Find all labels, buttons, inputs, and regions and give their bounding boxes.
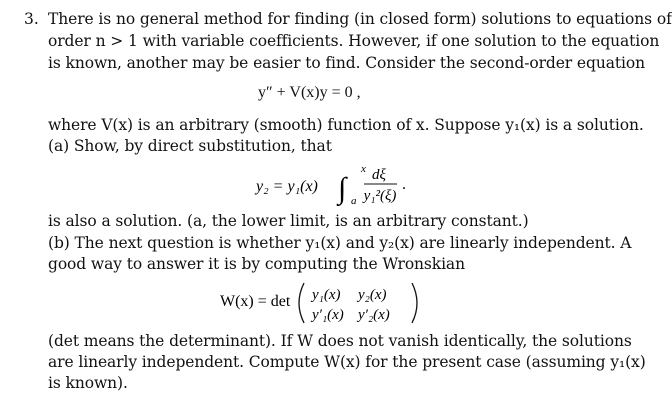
matrix-entry-22: y′₂(x) xyxy=(358,307,390,323)
fraction-denominator: y₁²(ξ) xyxy=(363,188,397,204)
ode-equation: y″ + V(x)y = 0 , xyxy=(258,84,361,101)
text-line-8: good way to answer it is by computing the Wronskian xyxy=(48,255,465,273)
matrix-entry-21: y′₁(x) xyxy=(312,307,344,323)
text-line-6: is also a solution. (a, the lower limit, is an arbitrary constant.) xyxy=(48,212,529,230)
right-paren xyxy=(412,283,417,323)
problem-number: 3. xyxy=(24,10,39,28)
integral-upper-limit: x xyxy=(361,163,366,175)
left-paren xyxy=(299,283,304,323)
text-line-9: (det means the determinant). If W does not vanish identically, the solutions xyxy=(48,332,632,350)
text-line-5: (a) Show, by direct substitution, that xyxy=(48,137,332,155)
matrix-entry-11: y₁(x) xyxy=(312,287,341,303)
text-line-1: There is no general method for finding (in closed form) solutions to equations of xyxy=(48,10,672,28)
text-line-2: order n > 1 with variable coefficients. However, if one solution to the equation xyxy=(48,32,660,50)
text-line-7: (b) The next question is whether y₁(x) and y₂(x) are linearly independent. A xyxy=(48,234,632,252)
text-line-10: are linearly independent. Compute W(x) for the present case (assuming y₁(x) xyxy=(48,353,646,371)
formula-period: . xyxy=(402,176,406,193)
text-line-4: where V(x) is an arbitrary (smooth) function of x. Suppose y₁(x) is a solution. xyxy=(48,116,644,134)
second-solution-lhs: y₂ = y₁(x) xyxy=(256,178,318,195)
integral-lower-limit: a xyxy=(351,195,357,207)
matrix-entry-12: y₂(x) xyxy=(358,287,387,303)
wronskian-lhs: W(x) = det xyxy=(220,293,291,310)
integral-sign: ∫ xyxy=(338,172,347,205)
text-line-3: is known, another may be easier to find. Consider the second-order equation xyxy=(48,54,645,72)
text-line-11: is known). xyxy=(48,374,128,392)
fraction-numerator: dξ xyxy=(372,167,386,183)
